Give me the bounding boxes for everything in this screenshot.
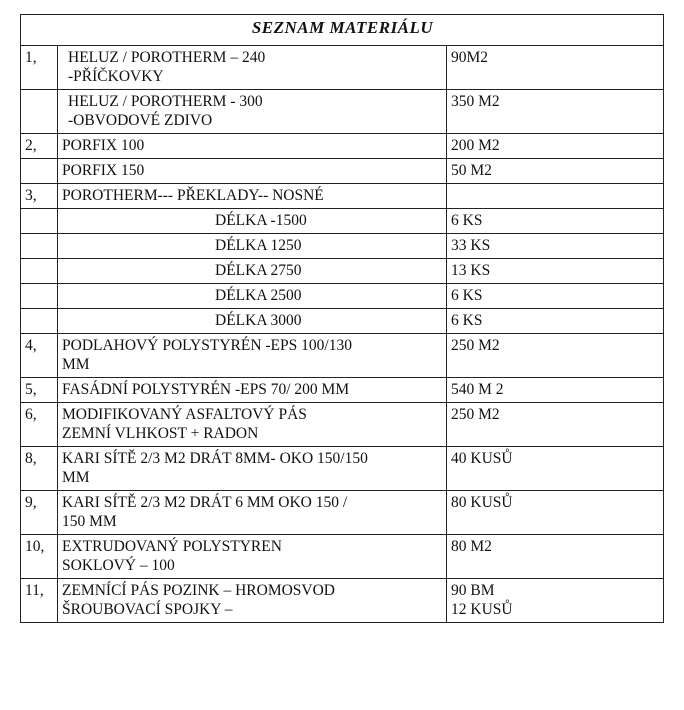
table-row [21, 535, 664, 579]
table-row [21, 491, 664, 535]
table-row [21, 90, 664, 134]
quantity-cell: 80 KUSŮ [447, 491, 664, 535]
material-description-cell: POROTHERM--- PŘEKLADY-- NOSNÉ [58, 184, 447, 209]
quantity-cell: 80 M2 [447, 535, 664, 579]
material-description-cell: DÉLKA 2500 [58, 284, 447, 309]
quantity-cell: 90 BM 12 KUSŮ [447, 579, 664, 623]
material-description-cell: HELUZ / POROTHERM - 300 -OBVODOVÉ ZDIVO [58, 90, 447, 134]
material-description-cell: DÉLKA 3000 [58, 309, 447, 334]
quantity-cell [447, 184, 664, 209]
table-row [21, 403, 664, 447]
material-description-cell: MODIFIKOVANÝ ASFALTOVÝ PÁS ZEMNÍ VLHKOST + RADON [58, 403, 447, 447]
table-body [21, 46, 664, 623]
table-row [21, 334, 664, 378]
table-row [21, 259, 664, 284]
item-number-cell: 3, [21, 184, 58, 209]
table-header-row [21, 15, 664, 46]
quantity-cell: 90M2 [447, 46, 664, 90]
item-number-cell: 9, [21, 491, 58, 535]
material-description-cell: ZEMNÍCÍ PÁS POZINK – HROMOSVOD ŠROUBOVACÍ SPOJKY – [58, 579, 447, 623]
item-number-cell [21, 234, 58, 259]
item-number-cell: 10, [21, 535, 58, 579]
table-title: SEZNAM MATERIÁLU [21, 15, 664, 46]
material-description-cell: PODLAHOVÝ POLYSTYRÉN -EPS 100/130 MM [58, 334, 447, 378]
table-row [21, 309, 664, 334]
table-row [21, 184, 664, 209]
item-number-cell [21, 284, 58, 309]
table-row [21, 579, 664, 623]
table-row [21, 447, 664, 491]
quantity-cell: 350 M2 [447, 90, 664, 134]
item-number-cell [21, 309, 58, 334]
item-number-cell: 1, [21, 46, 58, 90]
quantity-cell: 6 KS [447, 284, 664, 309]
quantity-cell: 50 M2 [447, 159, 664, 184]
item-number-cell: 8, [21, 447, 58, 491]
item-number-cell: 11, [21, 579, 58, 623]
table-row [21, 159, 664, 184]
material-description-cell: EXTRUDOVANÝ POLYSTYREN SOKLOVÝ – 100 [58, 535, 447, 579]
material-description-cell: FASÁDNÍ POLYSTYRÉN -EPS 70/ 200 MM [58, 378, 447, 403]
material-description-cell: KARI SÍTĚ 2/3 M2 DRÁT 8MM- OKO 150/150 MM [58, 447, 447, 491]
item-number-cell [21, 209, 58, 234]
item-number-cell [21, 90, 58, 134]
table-row [21, 46, 664, 90]
material-description-cell: DÉLKA 1250 [58, 234, 447, 259]
quantity-cell: 250 M2 [447, 403, 664, 447]
material-description-cell: DÉLKA -1500 [58, 209, 447, 234]
material-description-cell: PORFIX 100 [58, 134, 447, 159]
table-row [21, 234, 664, 259]
item-number-cell: 2, [21, 134, 58, 159]
quantity-cell: 200 M2 [447, 134, 664, 159]
material-description-cell: DÉLKA 2750 [58, 259, 447, 284]
item-number-cell: 5, [21, 378, 58, 403]
table-row [21, 209, 664, 234]
item-number-cell: 4, [21, 334, 58, 378]
item-number-cell [21, 159, 58, 184]
table-row [21, 284, 664, 309]
quantity-cell: 13 KS [447, 259, 664, 284]
table-row [21, 134, 664, 159]
item-number-cell: 6, [21, 403, 58, 447]
item-number-cell [21, 259, 58, 284]
quantity-cell: 6 KS [447, 209, 664, 234]
quantity-cell: 40 KUSŮ [447, 447, 664, 491]
quantity-cell: 6 KS [447, 309, 664, 334]
quantity-cell: 540 M 2 [447, 378, 664, 403]
materials-table [20, 14, 664, 623]
quantity-cell: 250 M2 [447, 334, 664, 378]
material-description-cell: KARI SÍTĚ 2/3 M2 DRÁT 6 MM OKO 150 / 150 MM [58, 491, 447, 535]
table-row [21, 378, 664, 403]
material-description-cell: HELUZ / POROTHERM – 240 -PŘÍČKOVKY [58, 46, 447, 90]
quantity-cell: 33 KS [447, 234, 664, 259]
material-description-cell: PORFIX 150 [58, 159, 447, 184]
